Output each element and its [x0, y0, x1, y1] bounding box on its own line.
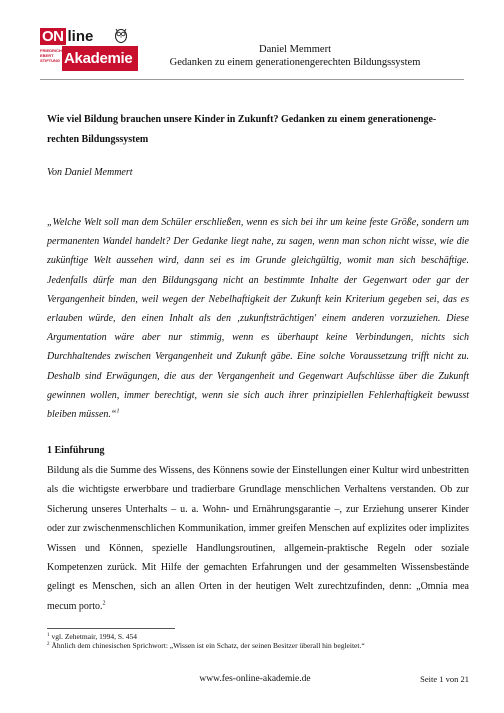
- footer-url-link[interactable]: www.fes-online-akademie.de: [199, 674, 311, 684]
- footnote-number: 1: [47, 632, 50, 638]
- byline: Von Daniel Memmert: [47, 167, 133, 178]
- footnote-ref-2[interactable]: 2: [102, 600, 106, 607]
- footnote-text: Ähnlich dem chinesischen Sprichwort: „Wissen ist ein Schatz, der seinen Besitzer überall hin begleitet.“: [51, 641, 365, 650]
- header-author: Daniel Memmert: [258, 44, 332, 55]
- section-heading: 1 Einführung: [47, 445, 105, 456]
- footer-page-number: Seite 1 von 21: [420, 674, 469, 684]
- body-paragraph: [47, 461, 469, 616]
- article-title-line1: Wie viel Bildung brauchen unsere Kinder in Zukunft? Gedanken zu einem generationenge-: [47, 114, 437, 125]
- article-title: [47, 110, 469, 150]
- fes-online-akademie-logo: [40, 26, 138, 71]
- footnote-item: [47, 641, 469, 650]
- owl-icon: [114, 26, 128, 43]
- footnote-number: 2: [47, 641, 50, 647]
- footnotes: [47, 632, 469, 650]
- logo-on-text: ON: [42, 28, 64, 45]
- article-title-line2: rechten Bildungssystem: [47, 134, 149, 145]
- footnote-ref-1[interactable]: 1: [116, 408, 120, 415]
- footnote-divider: [47, 628, 175, 629]
- footnote-text: vgl. Zehetmair, 1994, S. 454: [51, 632, 138, 641]
- body-paragraph-text: Bildung als die Summe des Wissens, des Könnens sowie der Einstellungen einer Kultur wird unbestritten als die wichtigste erwerbbare und tradierbare Grundlage menschlichen Verhaltens verstanden. Ob zur Sicherung unseres Unterhalts – u. a. Wohn- und Ernährungsgarantie –, zur Erziehung unserer Kinder oder zur zwischenmenschlichen Kommunikation, immer greifen Menschen auf explizites oder implizites Wissen und Können, spezielle Handlungsroutinen, allgemein-praktische Regeln oder soziale Kompetenzen zurück. Mit Hilfe der gemachten Erfahrungen und der gesammelten Wissensbestände gelingt es Menschen, sich an allen Orten in der heutigen Welt zurechtzufinden, denn: „Omnia mea mecum porto.: [47, 465, 469, 612]
- logo-bottom-row: [40, 46, 138, 71]
- footnote-item: [47, 632, 469, 641]
- logo-line-text: line: [67, 28, 94, 45]
- epigraph-quote: [47, 213, 469, 424]
- epigraph-quote-text: „Welche Welt soll man dem Schüler erschließen, wenn es sich bei ihr um keine feste Größe, sondern um permanenten Wandel handelt? Der Gedanke liegt nahe, zu sagen, wenn man schon nicht wisse, wie die zukünftige Welt aussehen wird, dann sei es im Grunde gleichgültig, womit man sich beschäftige. Jedenfalls dürfe man den Bildungsgang nicht an bestimmte Inhalte der Gegenwart oder gar der Vergangenheit binden, weil wegen der Nebelhaftigkeit der Zukunft kein Kriterium gegeben sei, das es erlauben würde, den einen Inhalt als den ‚zukunftsträchtigen' einem anderen vorzuziehen. Diese Argumentation wäre aber nur stimmig, wenn es überhaupt keine Verbindungen, nichts sich Durchhaltendes zwischen Vergangenheit und Zukunft gäbe. Eine solche Voraussetzung trifft nicht zu. Deshalb sind Erwägungen, die aus der Vergangenheit und Gegenwart Aufschlüsse über die Zukunft gewinnen wollen, immer berechtigt, wenn sie sich auch ihrer prinzipiellen Fehlerhaftigkeit bewusst bleiben müssen.“: [47, 217, 469, 421]
- header-doc-title: Gedanken zu einem generationengerechten Bildungssystem: [169, 57, 421, 68]
- logo-fes-wordmark: FRIEDRICH EBERT STIFTUNG: [40, 46, 62, 71]
- header-divider: [40, 79, 464, 80]
- logo-akademie-text: Akademie: [62, 46, 138, 71]
